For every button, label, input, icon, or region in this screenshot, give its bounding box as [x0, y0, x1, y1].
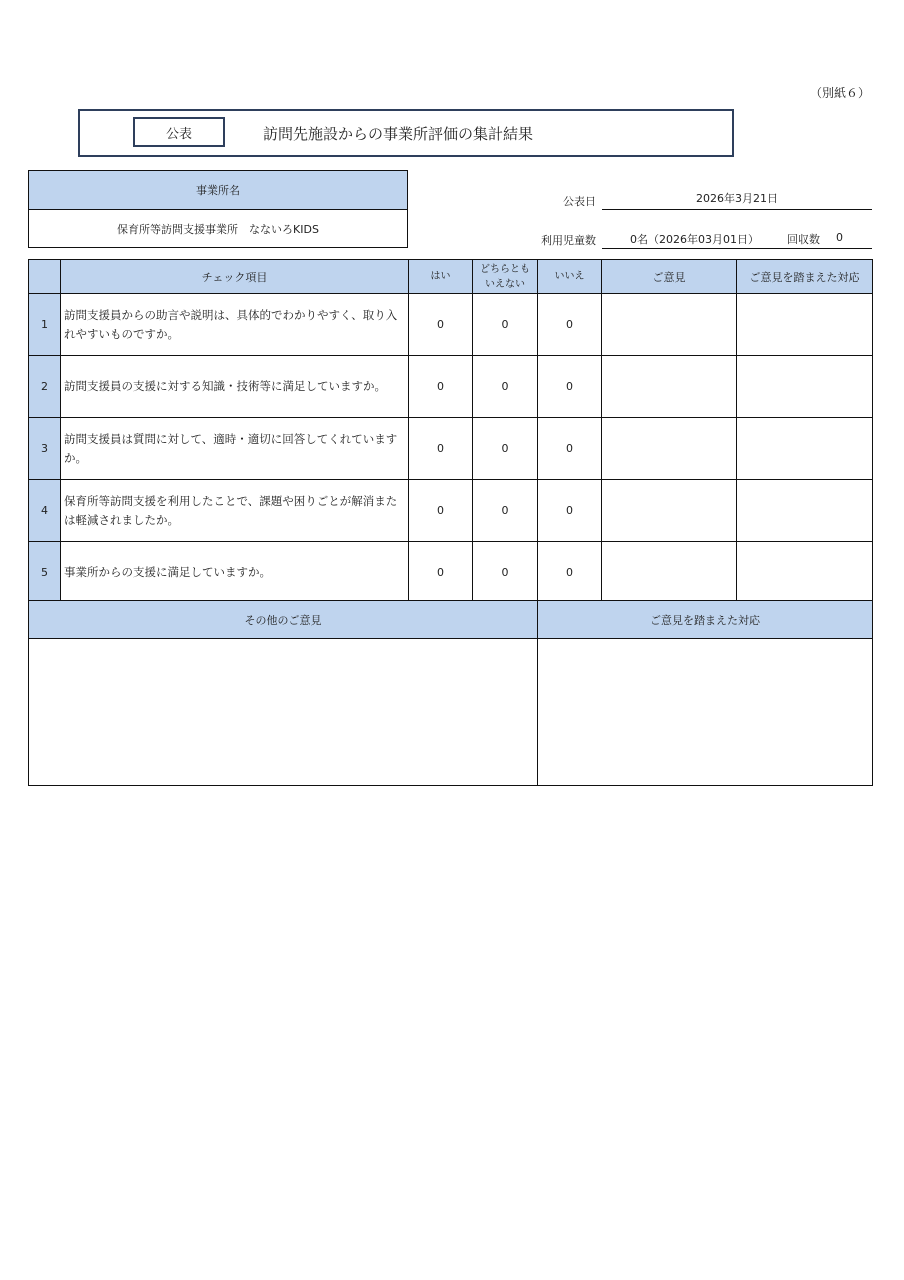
- table-row: [29, 480, 873, 542]
- row-no-count: 0: [538, 294, 602, 356]
- table-row: [29, 542, 873, 604]
- row-response: [737, 356, 873, 418]
- row-no-count: 0: [538, 480, 602, 542]
- other-opinions-table: [28, 600, 873, 786]
- row-number: 5: [29, 542, 61, 604]
- row-question: 訪問支援員は質問に対して、適時・適切に回答してくれていますか。: [61, 418, 409, 480]
- publish-date-label: 公表日: [563, 195, 596, 208]
- table-row: [29, 294, 873, 356]
- row-question: 訪問支援員からの助言や説明は、具体的でわかりやすく、取り入れやすいものですか。: [61, 294, 409, 356]
- header-number: [29, 260, 61, 294]
- row-yes-count: 0: [409, 418, 473, 480]
- other-opinion-body: [29, 639, 538, 786]
- row-neither-count: 0: [473, 294, 538, 356]
- header-neither-line2: いえない: [485, 278, 525, 290]
- office-table: [28, 170, 408, 248]
- row-no-count: 0: [538, 542, 602, 604]
- row-number: 4: [29, 480, 61, 542]
- children-count-value: 0名（2026年03月01日）: [630, 233, 759, 246]
- row-opinion: [602, 418, 737, 480]
- row-neither-count: 0: [473, 480, 538, 542]
- row-question: 保育所等訪問支援を利用したことで、課題や困りごとが解消または軽減されましたか。: [61, 480, 409, 542]
- row-no-count: 0: [538, 418, 602, 480]
- table-row: [29, 356, 873, 418]
- row-neither-count: 0: [473, 356, 538, 418]
- row-yes-count: 0: [409, 356, 473, 418]
- collected-count-label: 回収数: [787, 233, 820, 246]
- evaluation-table: [28, 259, 873, 604]
- header-neither: [473, 260, 538, 294]
- header-response: ご意見を踏まえた対応: [737, 260, 873, 294]
- header-no: いいえ: [538, 260, 602, 294]
- row-opinion: [602, 542, 737, 604]
- header-check-item: チェック項目: [61, 260, 409, 294]
- row-neither-count: 0: [473, 542, 538, 604]
- header-yes: はい: [409, 260, 473, 294]
- row-neither-count: 0: [473, 418, 538, 480]
- row-yes-count: 0: [409, 542, 473, 604]
- other-response-header: ご意見を踏まえた対応: [538, 601, 873, 639]
- collected-count-value: 0: [836, 231, 843, 244]
- row-no-count: 0: [538, 356, 602, 418]
- header-neither-line1: どちらとも: [480, 263, 530, 275]
- row-response: [737, 418, 873, 480]
- office-name-value: 保育所等訪問支援事業所 なないろKIDS: [29, 210, 408, 248]
- other-response-body: [538, 639, 873, 786]
- row-yes-count: 0: [409, 294, 473, 356]
- row-response: [737, 542, 873, 604]
- row-opinion: [602, 480, 737, 542]
- other-opinion-header: その他のご意見: [29, 601, 538, 639]
- row-response: [737, 480, 873, 542]
- row-number: 3: [29, 418, 61, 480]
- publish-date-value: 2026年3月21日: [602, 190, 872, 210]
- row-yes-count: 0: [409, 480, 473, 542]
- row-opinion: [602, 294, 737, 356]
- row-number: 2: [29, 356, 61, 418]
- row-question: 事業所からの支援に満足していますか。: [61, 542, 409, 604]
- row-number: 1: [29, 294, 61, 356]
- children-count-label: 利用児童数: [541, 234, 596, 247]
- row-opinion: [602, 356, 737, 418]
- publish-tag: 公表: [133, 117, 225, 147]
- row-response: [737, 294, 873, 356]
- header-opinion: ご意見: [602, 260, 737, 294]
- table-row: [29, 418, 873, 480]
- row-question: 訪問支援員の支援に対する知識・技術等に満足していますか。: [61, 356, 409, 418]
- office-name-header: 事業所名: [29, 171, 408, 210]
- page-title: 訪問先施設からの事業所評価の集計結果: [263, 125, 534, 143]
- annex-label: （別紙６）: [810, 86, 871, 100]
